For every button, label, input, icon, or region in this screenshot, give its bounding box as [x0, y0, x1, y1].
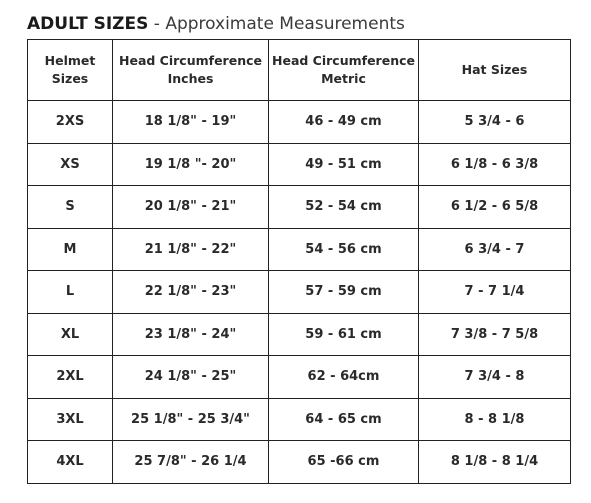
- header-hat-sizes: [419, 40, 571, 101]
- cell-helmet-size: 2XS: [28, 101, 113, 144]
- table-row: [28, 271, 571, 314]
- title-subtitle: Approximate Measurements: [165, 14, 405, 34]
- table-body: [28, 101, 571, 484]
- title-separator: -: [148, 14, 166, 34]
- cell-hat-size: 7 3/8 - 7 5/8: [419, 313, 571, 356]
- table-header: [28, 40, 571, 101]
- cell-head-metric: 57 - 59 cm: [269, 271, 419, 314]
- header-inches-line2: Inches: [167, 71, 214, 86]
- table-row: [28, 398, 571, 441]
- table-row: [28, 313, 571, 356]
- cell-head-inches: 24 1/8" - 25": [113, 356, 269, 399]
- cell-helmet-size: 2XL: [28, 356, 113, 399]
- cell-helmet-size: L: [28, 271, 113, 314]
- cell-head-inches: 25 1/8" - 25 3/4": [113, 398, 269, 441]
- cell-head-inches: 20 1/8" - 21": [113, 186, 269, 229]
- cell-hat-size: 6 1/8 - 6 3/8: [419, 143, 571, 186]
- cell-head-inches: 22 1/8" - 23": [113, 271, 269, 314]
- cell-helmet-size: M: [28, 228, 113, 271]
- header-helmet-sizes: [28, 40, 113, 101]
- cell-hat-size: 8 - 8 1/8: [419, 398, 571, 441]
- cell-helmet-size: XL: [28, 313, 113, 356]
- cell-head-metric: 46 - 49 cm: [269, 101, 419, 144]
- table-row: [28, 143, 571, 186]
- cell-head-inches: 19 1/8 "- 20": [113, 143, 269, 186]
- cell-hat-size: 8 1/8 - 8 1/4: [419, 441, 571, 484]
- header-helmet-line2: Sizes: [51, 71, 89, 86]
- table-row: [28, 186, 571, 229]
- header-helmet-line1: Helmet: [44, 53, 96, 68]
- header-inches-line1: Head Circumference: [119, 53, 262, 68]
- title-bold: ADULT SIZES: [27, 14, 149, 34]
- cell-head-metric: 59 - 61 cm: [269, 313, 419, 356]
- cell-hat-size: 7 3/4 - 8: [419, 356, 571, 399]
- cell-head-metric: 52 - 54 cm: [269, 186, 419, 229]
- size-chart-table: [27, 39, 571, 484]
- header-metric-line1: Head Circumference: [272, 53, 415, 68]
- cell-helmet-size: S: [28, 186, 113, 229]
- cell-head-inches: 25 7/8" - 26 1/4: [113, 441, 269, 484]
- header-hat-line1: Hat Sizes: [461, 62, 528, 77]
- cell-helmet-size: XS: [28, 143, 113, 186]
- table-row: [28, 101, 571, 144]
- header-head-metric: [269, 40, 419, 101]
- cell-head-metric: 64 - 65 cm: [269, 398, 419, 441]
- header-head-inches: [113, 40, 269, 101]
- cell-hat-size: 6 3/4 - 7: [419, 228, 571, 271]
- cell-head-inches: 21 1/8" - 22": [113, 228, 269, 271]
- cell-head-metric: 49 - 51 cm: [269, 143, 419, 186]
- table-row: [28, 228, 571, 271]
- cell-head-inches: 18 1/8" - 19": [113, 101, 269, 144]
- table-row: [28, 356, 571, 399]
- cell-helmet-size: 4XL: [28, 441, 113, 484]
- cell-hat-size: 5 3/4 - 6: [419, 101, 571, 144]
- cell-head-inches: 23 1/8" - 24": [113, 313, 269, 356]
- page-title: [27, 13, 405, 35]
- cell-hat-size: 7 - 7 1/4: [419, 271, 571, 314]
- cell-hat-size: 6 1/2 - 6 5/8: [419, 186, 571, 229]
- cell-helmet-size: 3XL: [28, 398, 113, 441]
- cell-head-metric: 54 - 56 cm: [269, 228, 419, 271]
- header-metric-line2: Metric: [321, 71, 366, 86]
- cell-head-metric: 65 -66 cm: [269, 441, 419, 484]
- header-row: [28, 40, 571, 101]
- table-row: [28, 441, 571, 484]
- cell-head-metric: 62 - 64cm: [269, 356, 419, 399]
